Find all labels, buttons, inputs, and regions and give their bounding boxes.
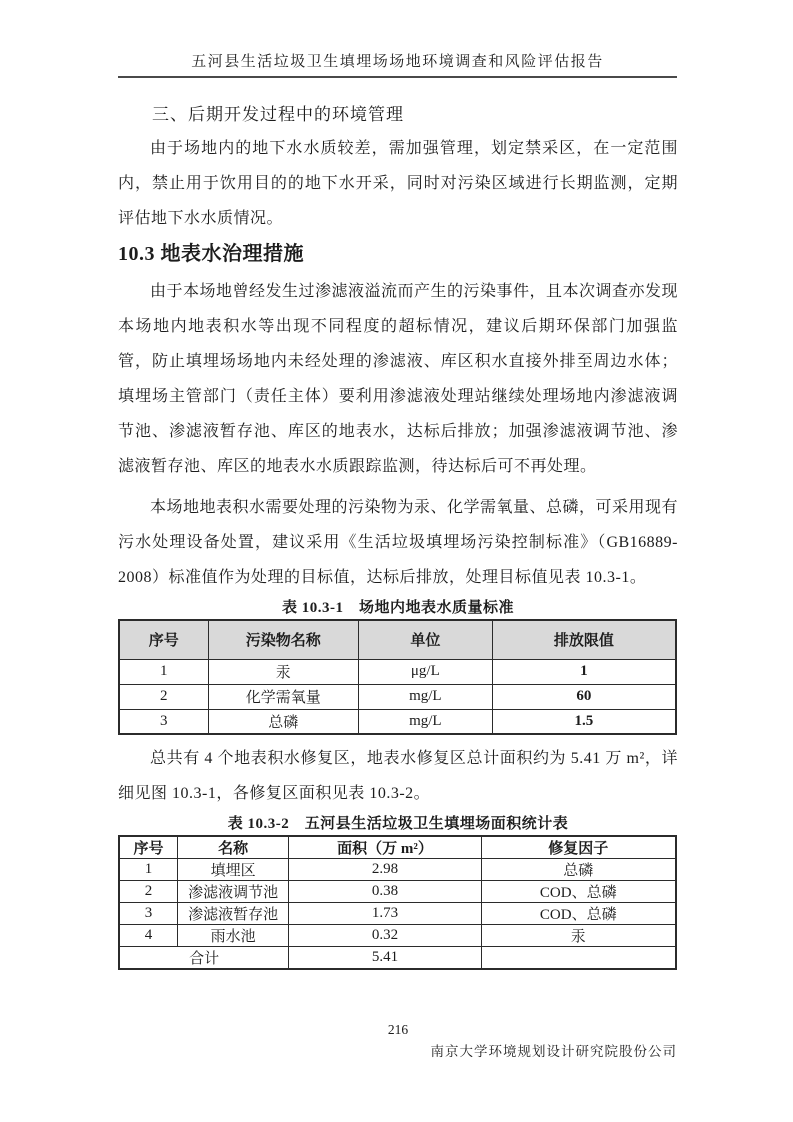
page-body [118,100,678,970]
table-cell: 总磷 [208,709,358,734]
table-cell: 雨水池 [177,925,288,947]
table-cell: 1.5 [492,709,676,734]
paragraph-restoration-areas: 总共有 4 个地表积水修复区，地表水修复区总计面积约为 5.41 万 m²，详细见图 10.3-1，各修复区面积见表 10.3-2。 [118,750,678,802]
table-row [119,859,676,881]
table-10-3-2 [118,835,677,970]
section-heading-three: 三、后期开发过程中的环境管理 [152,105,404,124]
table-cell: 60 [492,684,676,709]
running-header-title: 五河县生活垃圾卫生填埋场场地环境调查和风险评估报告 [191,54,604,70]
table-cell: 3 [119,709,208,734]
table-cell: 4 [119,925,177,947]
table-cell: 渗滤液暂存池 [177,903,288,925]
paragraph-surface-water-overview: 由于本场地曾经发生过渗滤液溢流而产生的污染事件，且本次调查亦发现本场地内地表积水等出现不同程度的超标情况，建议后期环保部门加强监管，防止填埋场场地内未经处理的渗滤液、库区积水直接外排至周边水体；填埋场主管部门（责任主体）要利用渗滤液处理站继续处理场地内渗滤液调节池、渗滤液暂存池、库区的地表水，达标后排放；加强渗滤液调节池、渗滤液暂存池、库区的地表水水质跟踪监测，待达标后可不再处理。 [118,283,679,475]
table-cell: 填埋区 [177,859,288,881]
column-header: 修复因子 [481,836,676,859]
table-row [119,925,676,947]
total-label-cell: 合计 [119,947,289,970]
table-cell: 2 [119,684,208,709]
column-header: 排放限值 [492,620,676,659]
table-cell: 3 [119,903,177,925]
table-cell: 0.32 [289,925,481,947]
column-header: 名称 [177,836,288,859]
section-heading-10-3: 10.3 地表水治理措施 [118,243,304,265]
paragraph-treatment-targets: 本场地地表积水需要处理的污染物为汞、化学需氧量、总磷，可采用现有污水处理设备处置，建议采用《生活垃圾填埋场污染控制标准》（GB16889-2008）标准值作为处理的目标值，达标后排放，处理目标值见表 10.3-1。 [118,499,679,586]
table-cell: 2.98 [289,859,481,881]
column-header: 序号 [119,620,208,659]
table-row [119,659,676,684]
table-cell: 1.73 [289,903,481,925]
column-header: 单位 [358,620,492,659]
table-row [119,881,676,903]
table-cell: 1 [492,659,676,684]
table-cell: 总磷 [481,859,676,881]
table-header-row [119,620,676,659]
column-header: 序号 [119,836,177,859]
table-cell: 1 [119,859,177,881]
total-area-cell: 5.41 [289,947,481,970]
table-10-3-1 [118,619,677,735]
page-number: 216 [387,1022,409,1037]
table-header-row [119,836,676,859]
table-cell: μg/L [358,659,492,684]
table-10-3-2-caption: 表 10.3-2 五河县生活垃圾卫生填埋场面积统计表 [227,816,569,832]
table-cell: 1 [119,659,208,684]
table-total-row [119,947,676,970]
table-cell: mg/L [358,709,492,734]
table-cell: mg/L [358,684,492,709]
total-factor-cell [481,947,676,970]
table-row [119,709,676,734]
page-header [118,0,677,78]
table-cell: 化学需氧量 [208,684,358,709]
table-row [119,684,676,709]
table-cell: COD、总磷 [481,881,676,903]
table-cell: 汞 [481,925,676,947]
table-10-3-1-caption: 表 10.3-1 场地内地表水质量标准 [282,600,514,616]
table-cell: 汞 [208,659,358,684]
table-row [119,903,676,925]
table-cell: 渗滤液调节池 [177,881,288,903]
table-cell: 0.38 [289,881,481,903]
footer-company-name: 南京大学环境规划设计研究院股份公司 [430,1044,677,1059]
table-cell: COD、总磷 [481,903,676,925]
paragraph-groundwater-management: 由于场地内的地下水水质较差，需加强管理，划定禁采区，在一定范围内，禁止用于饮用目的的地下水开采，同时对污染区域进行长期监测，定期评估地下水水质情况。 [118,140,678,227]
table-cell: 2 [119,881,177,903]
column-header: 污染物名称 [208,620,358,659]
column-header: 面积（万 m²） [289,836,481,859]
